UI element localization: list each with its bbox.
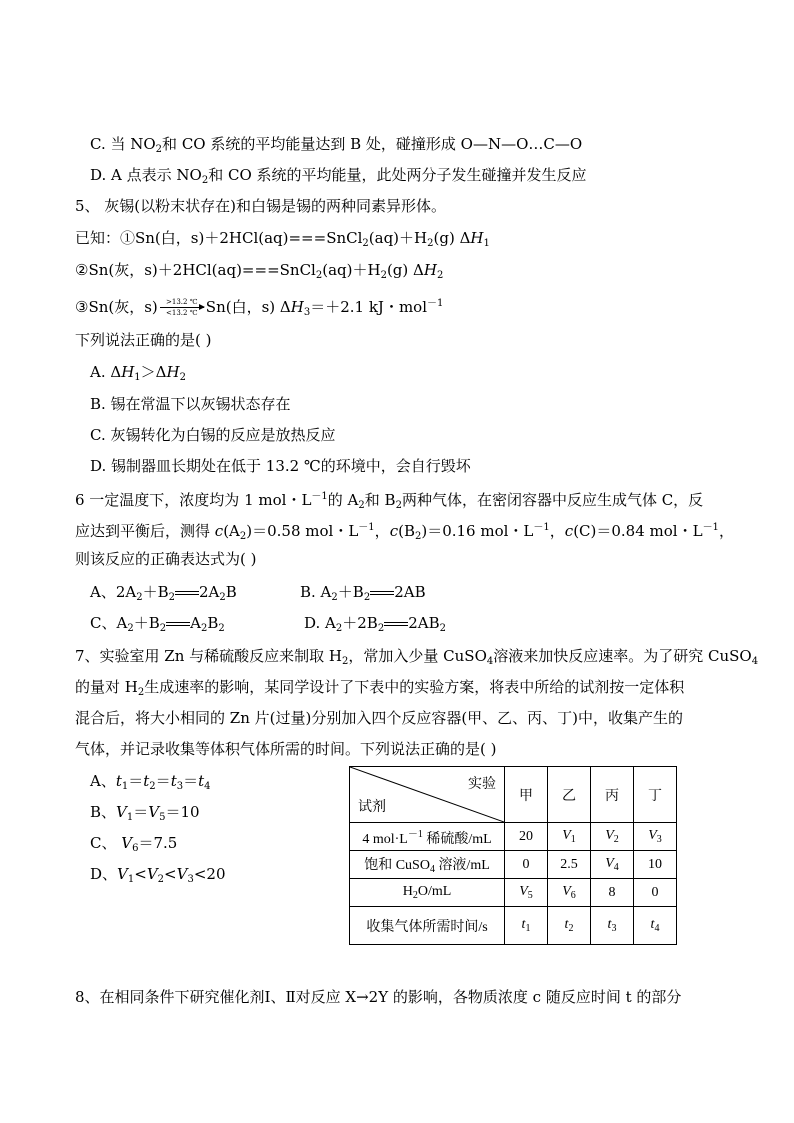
- table-cell: $t_3$: [591, 907, 634, 945]
- column-header: 丙: [591, 767, 634, 823]
- q5-stem: 5、 灰锡(以粉末状存在)和白锡是锡的两种同素异形体。: [75, 197, 447, 215]
- q5-equation-1: 已知：①Sn(白，$s)+2HCl(aq)===SnCl_2(aq)+H_2(g)$ $\Delta H_1$: [75, 229, 490, 249]
- table-cell: 10: [634, 851, 677, 879]
- q5-option-d: D. 锡制器皿长期处在低于 13.2 ℃的环境中，会自行毁坏: [90, 457, 471, 475]
- column-header: 甲: [505, 767, 548, 823]
- q7-option-b: B、$V_1=V_5=10$: [90, 803, 200, 823]
- table-cell: $V_1$: [548, 823, 591, 851]
- table-cell: $t_2$: [548, 907, 591, 945]
- table-row: [350, 879, 677, 907]
- reaction-condition-arrow: $\frac{>13.2 ℃}{<13.2 ℃}$: [158, 298, 206, 318]
- row-label: 收集气体所需时间/s: [350, 907, 505, 945]
- row-label: 饱和 CuSO$_4$ 溶液/mL: [350, 851, 505, 879]
- table-cell: $V_6$: [548, 879, 591, 907]
- table-cell: 2.5: [548, 851, 591, 879]
- table-cell: $t_4$: [634, 907, 677, 945]
- q7-stem-line-4: 气体，并记录收集等体积气体所需的时间。下列说法正确的是( ): [75, 740, 497, 758]
- column-header: 丁: [634, 767, 677, 823]
- q7-stem-line-1: 7、实验室用 Zn 与稀硫酸反应来制取 $H_2$，常加入少量 CuSO$_4$溶液来加快反应速率。为了研究 CuSO$_4$: [75, 647, 759, 667]
- q6-option-c: C、$A_2+B_2$ $A_2B_2$: [90, 614, 225, 634]
- table-cell: 8: [591, 879, 634, 907]
- equilibrium-sign: [384, 619, 408, 629]
- row-label: $H_2O/mL$: [350, 879, 505, 907]
- equilibrium-sign: [370, 588, 394, 598]
- table-cell: 0: [634, 879, 677, 907]
- table-cell: $V_5$: [505, 879, 548, 907]
- q5-option-a: A. $\Delta H_1>\Delta H_2$: [90, 363, 186, 383]
- table-row: [350, 823, 677, 851]
- q4-option-c: C. 当 $NO_2$和 CO 系统的平均能量达到 B 处，碰撞形成 O—N—O…C—O: [90, 135, 583, 155]
- q6-stem-line-1: 6 一定温度下，浓度均为 1 mol・$L^{-1}$的 $A_2$和 $B_2$两种气体，在密闭容器中反应生成气体 C，反: [75, 491, 704, 511]
- q6-option-a: A、$2A_2+B_2$ $2A_2B$: [90, 583, 237, 603]
- q6-option-d: D. $A_2+2B_2$ $2AB_2$: [304, 614, 446, 634]
- q7-option-c: C、 $V_6=7.5$: [90, 834, 178, 854]
- q5-option-b: B. 锡在常温下以灰锡状态存在: [90, 395, 291, 413]
- table-row: [350, 851, 677, 879]
- row-label: 4 $mol\cdot L^{-1}$ 稀硫酸/mL: [350, 823, 505, 851]
- column-header: 乙: [548, 767, 591, 823]
- experiment-table: [349, 766, 677, 945]
- q5-question: 下列说法正确的是( ): [75, 331, 212, 349]
- equilibrium-sign: [166, 619, 190, 629]
- table-cell: 0: [505, 851, 548, 879]
- q7-stem-line-3: 混合后，将大小相同的 Zn 片(过量)分别加入四个反应容器(甲、乙、丙、丁)中，收集产生的: [75, 709, 684, 727]
- q7-stem-line-2: 的量对 $H_2$生成速率的影响，某同学设计了下表中的实验方案，将表中所给的试剂按一定体积: [75, 678, 685, 698]
- table-header-row: [350, 767, 677, 823]
- q8-stem-line-1: 8、在相同条件下研究催化剂Ⅰ、Ⅱ对反应 X→2Y 的影响，各物质浓度 c 随反应时间 t 的部分: [75, 988, 682, 1006]
- table-cell: $V_4$: [591, 851, 634, 879]
- q6-question: 则该反应的正确表达式为( ): [75, 550, 257, 568]
- q7-option-d: D、$V_1<V_2<V_3<20$: [90, 865, 226, 885]
- table-row: [350, 907, 677, 945]
- table-cell: $V_3$: [634, 823, 677, 851]
- header-reagent: 试剂: [358, 800, 386, 815]
- q6-stem-line-2: 应达到平衡后，测得 $c(A_2)=0.58$ mol・$L^{-1}$，$c(B_2)=0.16$ mol・$L^{-1}$，c(C)＝0.84 mol・$L^{-1}$，: [75, 522, 734, 542]
- table-cell: 20: [505, 823, 548, 851]
- q5-equation-2: ②Sn(灰，$s)+2HCl(aq)===SnCl_2(aq)+H_2(g)$ $\Delta H_2$: [75, 261, 444, 281]
- header-experiment: 实验: [468, 777, 496, 792]
- q5-option-c: C. 灰锡转化为白锡的反应是放热反应: [90, 426, 336, 444]
- q7-option-a: A、$t_1=t_2=t_3=t_4$: [90, 772, 211, 792]
- table-cell: $V_2$: [591, 823, 634, 851]
- diagonal-header-cell: [350, 767, 505, 823]
- equilibrium-sign: [175, 588, 199, 598]
- table-cell: $t_1$: [505, 907, 548, 945]
- q6-option-b: B. $A_2+B_2$ 2AB: [300, 583, 426, 603]
- q5-equation-3: ③Sn(灰，s) $\frac{>13.2 ℃}{<13.2 ℃}$ Sn(白，s) $\Delta H_3=+2.1$ kJ・mol$^{-1}$: [75, 298, 444, 318]
- q4-option-d: D. A 点表示 $NO_2$和 CO 系统的平均能量，此处两分子发生碰撞并发生反应: [90, 166, 587, 186]
